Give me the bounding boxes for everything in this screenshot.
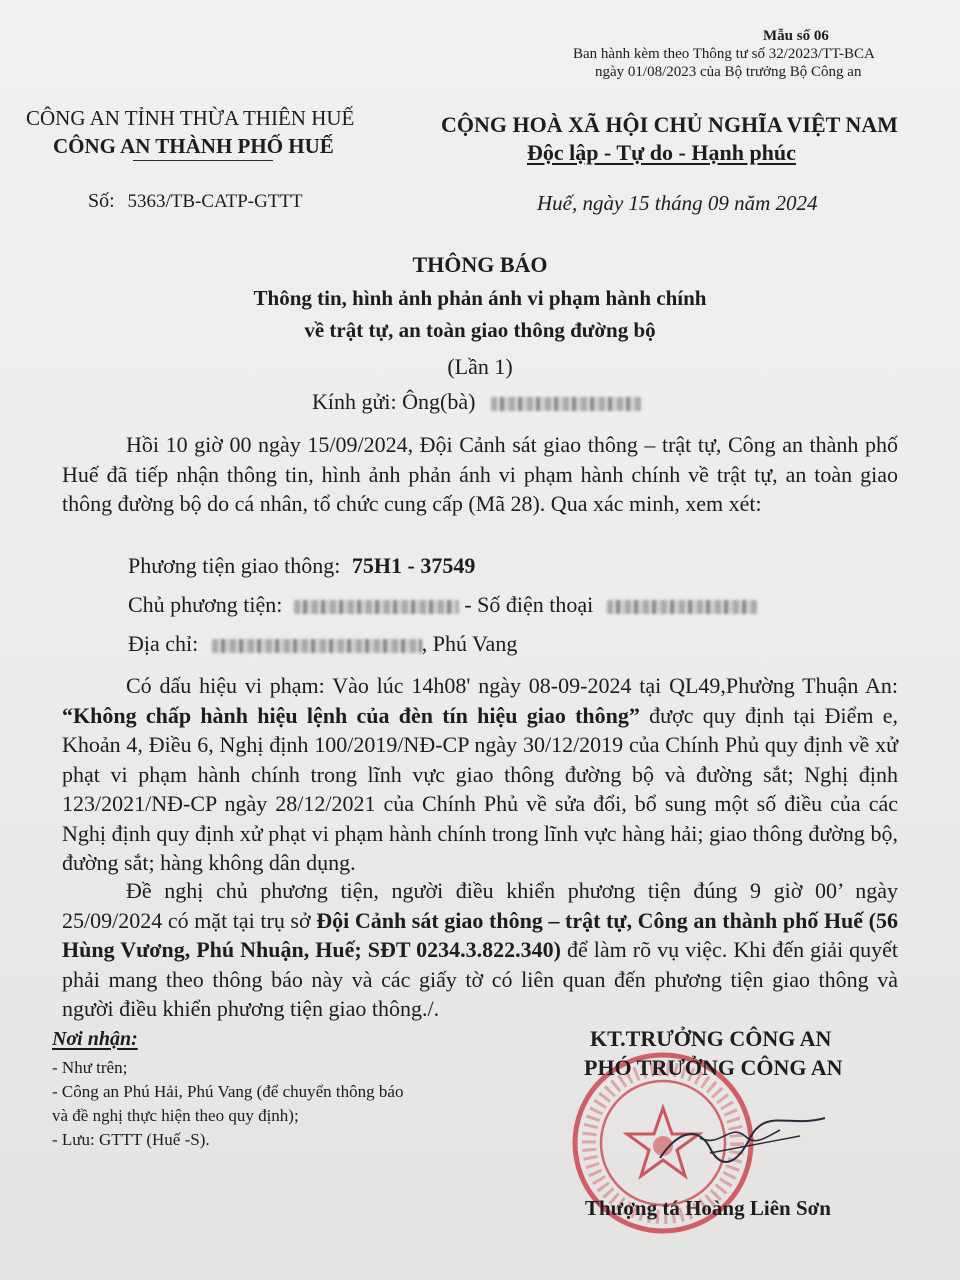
agency-name-underline	[133, 160, 273, 161]
signature-title-1: KT.TRƯỞNG CÔNG AN	[590, 1026, 832, 1051]
notice-subtitle-1: Thông tin, hình ảnh phản ánh vi phạm hành chính	[253, 286, 707, 310]
addressee-label: Kính gửi: Ông(bà)	[312, 389, 476, 414]
request-location: Đội Cảnh sát giao thông – trật tự, Công an thành phố Huế (56 Hùng Vương, Phú Nhuận, Huế; SĐT 0234.3.822.340)	[62, 907, 898, 962]
recipient-item: - Công an Phú Hải, Phú Vang (để chuyển thông báo	[52, 1082, 404, 1101]
reference-number	[88, 190, 303, 213]
agency-name-text: CÔNG AN THÀNH PHỐ HUẾ	[53, 134, 334, 158]
vehicle-plate: 75H1 - 37549	[351, 553, 476, 578]
signer-name: Thượng tá Hoàng Liên Sơn	[585, 1196, 831, 1220]
agency-name	[53, 134, 334, 159]
violation-legal-basis: được quy định tại Điểm e, Khoản 4, Điều 6, Nghị định 100/2019/NĐ-CP ngày 30/12/2019 của Chính Phủ quy định về xử phạt vi phạm hành chính trong lĩnh vực giao thông đường bộ và đường sắt; Nghị định 123/2021/NĐ-CP ngày 28/12/2021 của Chính Phủ về sửa đổi, bổ sung một số điều của các Nghị định quy định xử phạt vi phạm hành chính trong lĩnh vực hàng hải; giao thông đường bộ, đường sắt; hàng không dân dụng.	[62, 702, 898, 875]
addressee-name-redacted	[491, 397, 641, 411]
vehicle-line	[128, 553, 475, 579]
recipient-item: - Như trên;	[52, 1058, 128, 1077]
handwritten-signature-icon	[640, 1108, 840, 1188]
request-paragraph	[62, 876, 898, 1024]
phone-label: - Số điện thoại	[464, 592, 594, 617]
reference-label: Số:	[88, 190, 115, 212]
vehicle-label: Phương tiện giao thông:	[128, 553, 341, 578]
nation-name: CỘNG HOÀ XÃ HỘI CHỦ NGHĨA VIỆT NAM	[441, 112, 898, 137]
violation-intro: Có dấu hiệu vi phạm: Vào lúc 14h08' ngày 08-09-2024 tại QL49,Phường Thuận An:	[126, 673, 898, 698]
addressee	[312, 389, 641, 415]
intro-paragraph: Hồi 10 giờ 00 ngày 15/09/2024, Đội Cảnh sát giao thông – trật tự, Công an thành phố Huế đã tiếp nhận thông tin, hình ảnh phản ánh vi phạm hành chính về trật tự, an toàn giao thông đường bộ do cá nhân, tổ chức cung cấp (Mã 28). Qua xác minh, xem xét:	[62, 432, 898, 516]
request-instructions: để làm rõ vụ việc. Khi đến giải quyết phải mang theo thông báo này và các giấy tờ có liên quan đến phương tiện giao thông và người điều khiển phương tiện giao thông./.	[62, 937, 899, 1021]
signature-title-2: PHÓ TRƯỞNG CÔNG AN	[584, 1055, 843, 1080]
form-issued-line1: Ban hành kèm theo Thông tư số 32/2023/TT-BCA	[573, 46, 875, 62]
address-redacted	[212, 639, 422, 653]
reference-value: 5363/TB-CATP-GTTT	[127, 191, 303, 212]
request-intro: Đề nghị chủ phương tiện, người điều khiển phương tiện đúng 9 giờ 00’ ngày 25/09/2024 có mặt tại trụ sở	[62, 878, 898, 933]
agency-parent: CÔNG AN TỈNH THỪA THIÊN HUẾ	[26, 106, 355, 130]
address-line	[128, 631, 517, 657]
address-tail: , Phú Vang	[421, 631, 518, 656]
owner-name-redacted	[294, 600, 459, 614]
phone-redacted	[607, 600, 757, 614]
form-issued-line2: ngày 01/08/2023 của Bộ trưởng Bộ Công an	[595, 64, 862, 80]
violation-offense: “Không chấp hành hiệu lệnh của đèn tín hiệu giao thông”	[62, 702, 640, 728]
form-number: Mẫu số 06	[763, 28, 829, 44]
nation-motto: Độc lập - Tự do - Hạnh phúc	[527, 140, 796, 165]
notice-subtitle-2: về trật tự, an toàn giao thông đường bộ	[304, 318, 656, 342]
owner-line	[128, 592, 757, 618]
recipient-item: - Lưu: GTTT (Huế -S).	[52, 1130, 210, 1149]
recipients-label: Nơi nhận:	[52, 1028, 138, 1050]
notice-title: THÔNG BÁO	[412, 252, 548, 277]
notice-round: (Lần 1)	[447, 354, 513, 379]
violation-paragraph	[62, 671, 898, 878]
address-label: Địa chỉ:	[128, 631, 199, 656]
place-date: Huế, ngày 15 tháng 09 năm 2024	[537, 191, 818, 215]
owner-label: Chủ phương tiện:	[128, 592, 283, 617]
recipient-item: và đề nghị thực hiện theo quy định);	[52, 1106, 299, 1125]
